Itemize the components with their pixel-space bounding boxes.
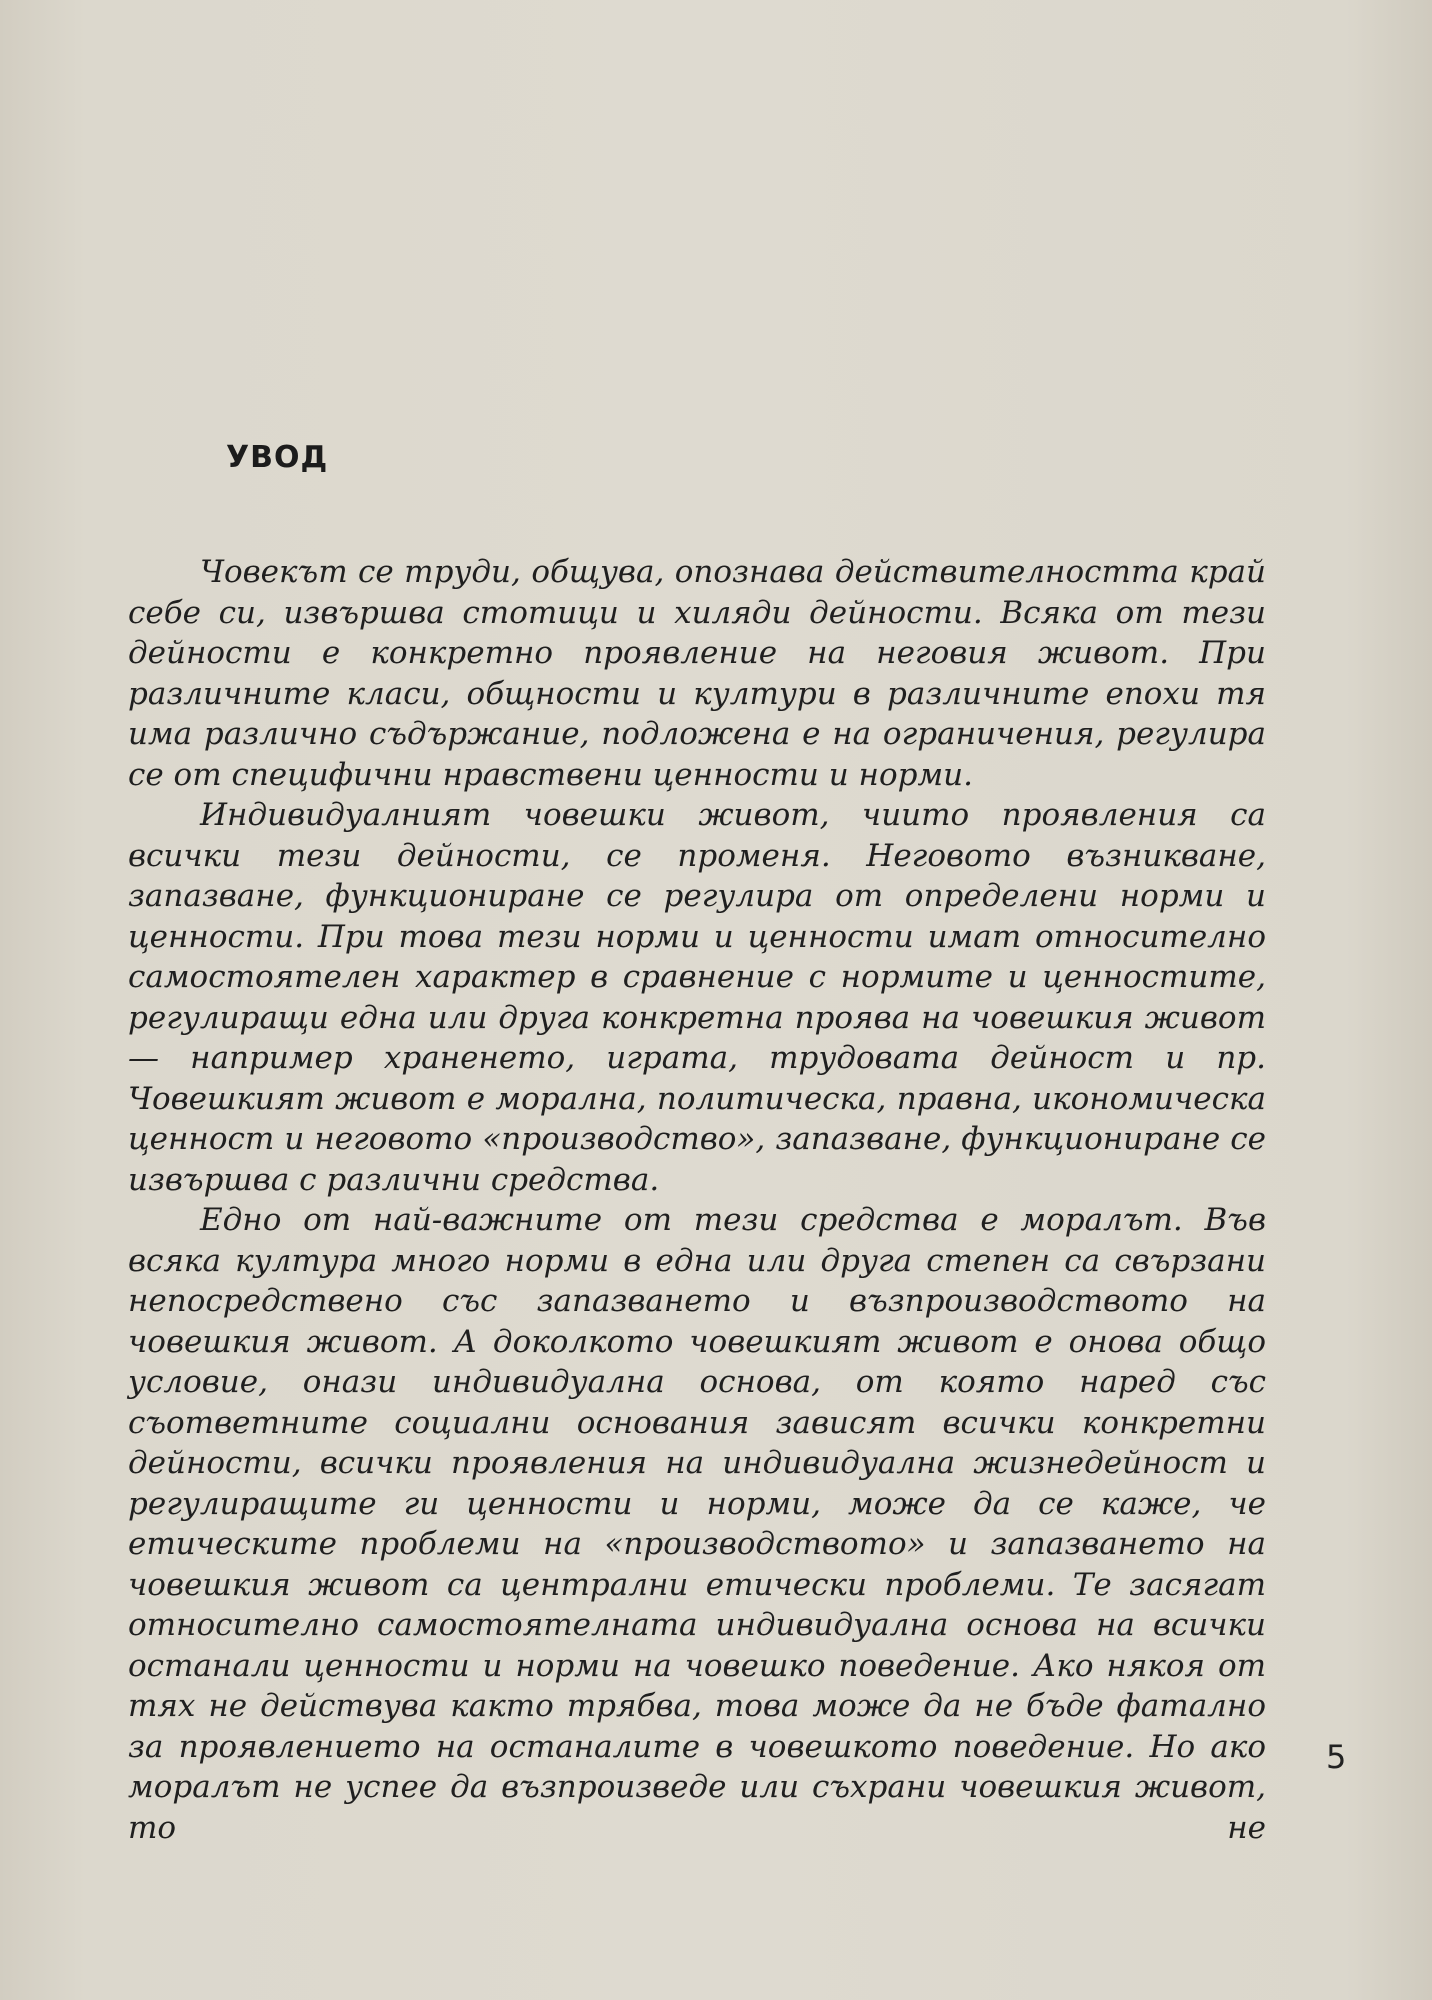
paragraph: Човекът се труди, общува, опознава действителността край себе си, извършва стотици и хиляди дейности. Всяка от тези дейности е конкретно проявление на неговия живот. При различните класи, общности и култури в различните епохи тя има различно съдържание, подложена е на ограничения, регулира се от специфични нравствени ценности и норми. [128,554,1266,793]
paragraph: Индивидуалният човешки живот, чиито проявления са всички тези дейности, се променя. Неговото възникване, запазване, функциониране се регулира от определени норми и ценности. При това тези норми и ценности имат относително самостоятелен характер в сравнение с нормите и ценностите, регулиращи една или друга конкретна проява на човешкия живот — например храненето, играта, трудовата дейност и пр. Човешкият живот е морална, политическа, правна, икономическа ценност и неговото «производство», запазване, функциониране се извършва с различни средства. [128,797,1266,1198]
body-text [128,552,1266,1848]
page-number: 5 [1326,1738,1347,1776]
section-heading: УВОД [226,440,329,475]
paragraph: Едно от най-важните от тези средства е моралът. Във всяка култура много норми в една или друга степен са свързани непосредствено със запазването и възпроизводството на човешкия живот. А доколкото човешкият живот е онова общо условие, онази индивидуална основа, от която наред със съответните социални основания зависят всички конкретни дейности, всички проявления на индивидуална жизнедейност и регулиращите ги ценности и норми, може да се каже, че етическите проблеми на «производството» и запазването на човешкия живот са централни етически проблеми. Те засягат относително самостоятелната индивидуална основа на всички останали ценности и норми на човешко поведение. Ако някоя от тях не действува както трябва, това може да не бъде фатално за проявлението на останалите в човешкото поведение. Но ако моралът не успее да възпроизведе или съхрани човешкия живот, то не [128,1202,1266,1846]
